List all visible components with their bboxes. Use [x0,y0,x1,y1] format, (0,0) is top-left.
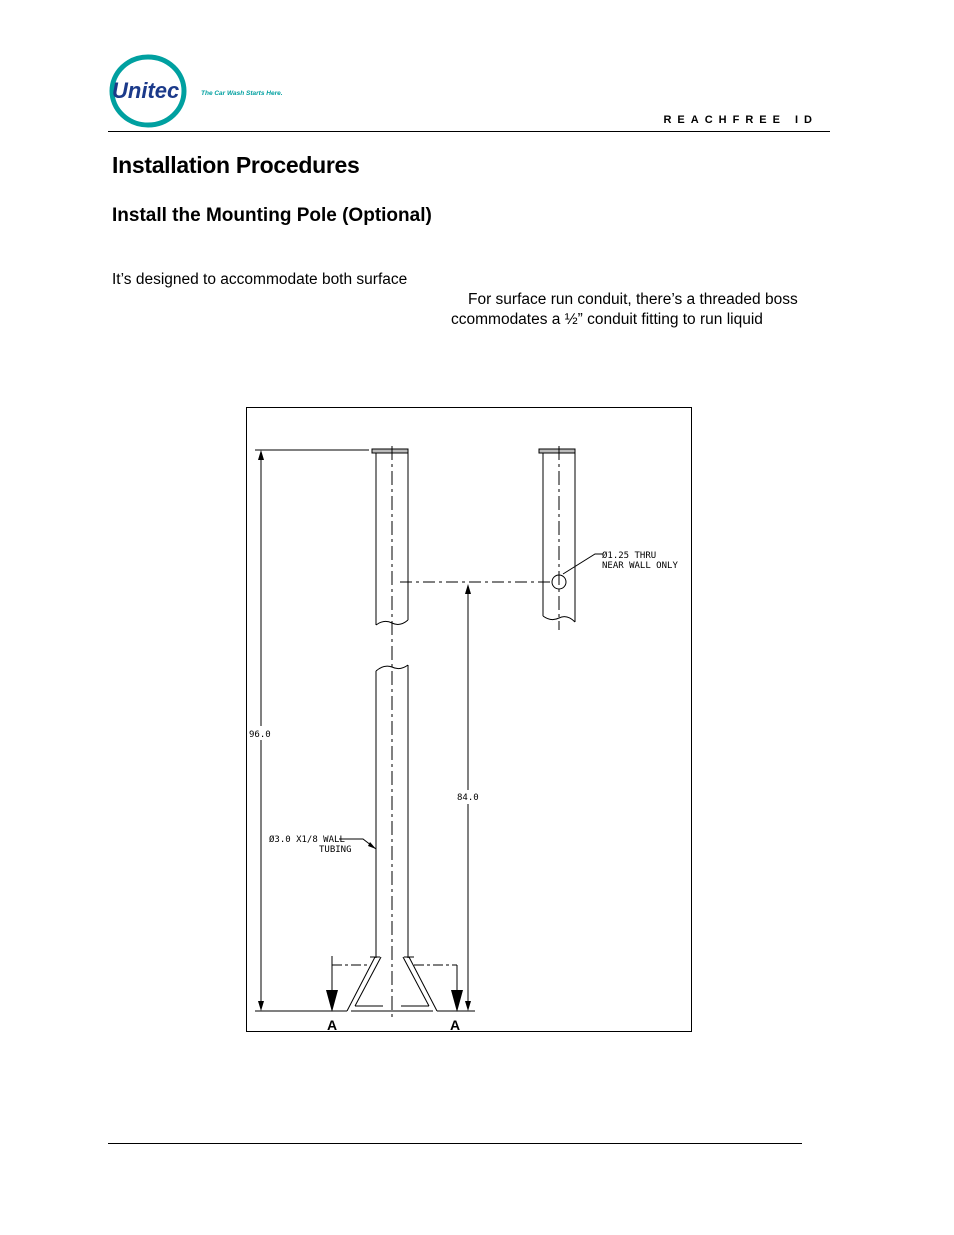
dim-96-label: 96.0 [249,730,271,740]
logo-wordmark: Unitec [112,78,180,103]
dim-96-arrow-bottom [258,1001,264,1011]
dim-96-arrow-top [258,450,264,460]
section-label-right: A [450,1017,461,1031]
hole-callout-line2: NEAR WALL ONLY [602,561,678,571]
logo-tagline: The Car Wash Starts Here. [201,90,283,97]
hole-callout-line1: Ø1.25 THRU [602,551,657,561]
header-rule [108,131,830,132]
paragraph-line-1: It’s designed to accommodate both surface [112,271,408,288]
footer-rule [108,1143,802,1144]
tubing-callout-line2: TUBING [319,845,352,855]
mounting-pole-drawing [246,407,692,1032]
left-gusset-inner [355,957,381,1006]
dim-84-arrow-top [465,584,471,594]
product-label: REACHFREE ID [663,114,818,126]
detail-pole-top-cap [539,449,575,453]
tubing-leader-arrow [368,842,376,849]
section-label-left: A [327,1017,338,1031]
right-gusset-inner [403,957,429,1006]
paragraph-line-3: ccommodates a ½” conduit fitting to run liquid [451,311,763,328]
section-arrow-right-head [451,990,463,1012]
paragraph-line-2: For surface run conduit, there’s a threaded boss [468,291,798,308]
tubing-callout-line1: Ø3.0 X1/8 WALL [269,835,345,845]
pole-top-cap [372,449,408,453]
section-title: Install the Mounting Pole (Optional) [112,205,432,226]
section-arrow-left-head [326,990,338,1012]
unitec-logo [108,54,298,132]
hole-callout-leader [563,554,603,574]
dim-84-arrow-bottom [465,1001,471,1011]
dim-84-label: 84.0 [457,793,479,803]
page-title: Installation Procedures [112,152,360,178]
